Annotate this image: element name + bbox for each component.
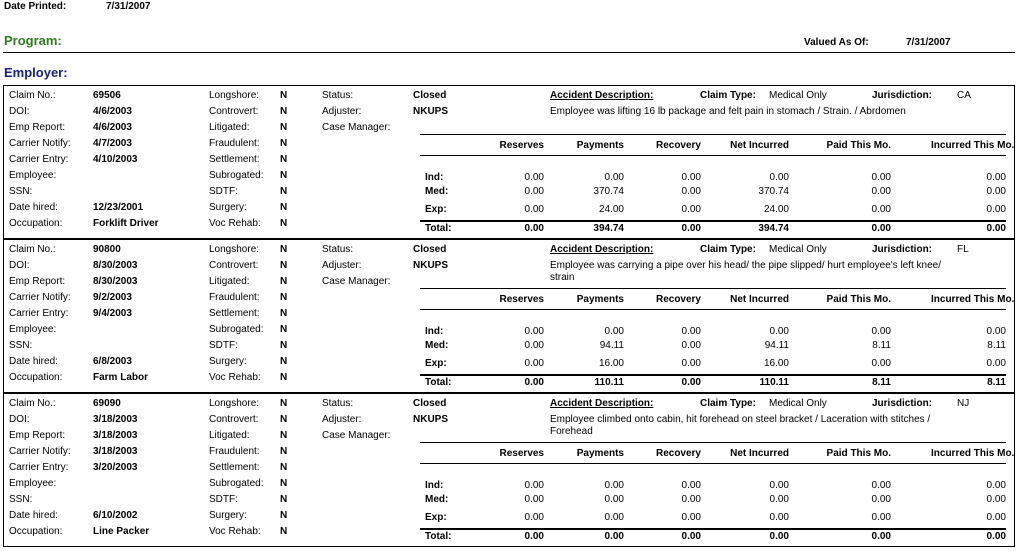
sdtf-label: SDTF: — [209, 186, 238, 197]
occupation-value: Farm Labor — [93, 372, 149, 383]
cell-exp: 0.00 — [524, 204, 544, 215]
controvert-flag: N — [280, 106, 288, 117]
claim-type-label: Claim Type: — [700, 244, 756, 255]
cell-total: 394.74 — [593, 223, 624, 234]
adjuster-label: Adjuster: — [322, 106, 362, 117]
cell-ind: 0.00 — [524, 480, 544, 491]
cell-ind: 0.00 — [524, 172, 544, 183]
cell-exp: 16.00 — [598, 358, 624, 369]
column-header: Reserves — [499, 294, 544, 305]
row-label-med: Med: — [425, 186, 449, 197]
cell-total: 8.11 — [987, 377, 1006, 388]
column-header: Incurred This Mo. — [931, 140, 1015, 151]
voc-rehab-flag: N — [280, 218, 288, 229]
cell-exp: 0.00 — [871, 204, 891, 215]
adjuster-label: Adjuster: — [322, 260, 362, 271]
table-top-rule — [420, 134, 1006, 135]
surgery-label: Surgery: — [209, 510, 247, 521]
accident-description-label: Accident Description: — [550, 90, 654, 101]
cell-exp: 0.00 — [524, 512, 544, 523]
sdtf-flag: N — [280, 340, 288, 351]
cell-med: 8.11 — [872, 340, 891, 351]
surgery-label: Surgery: — [209, 356, 247, 367]
case-manager-label: Case Manager: — [322, 430, 391, 441]
cell-exp: 0.00 — [769, 512, 789, 523]
column-header: Paid This Mo. — [826, 448, 891, 459]
accident-description-text: Employee was carrying a pipe over his head/ the pipe slipped/ hurt employee's left knee/ — [550, 260, 942, 271]
accident-description-label: Accident Description: — [550, 398, 654, 409]
column-header: Net Incurred — [730, 140, 789, 151]
cell-exp: 0.00 — [871, 512, 891, 523]
carrier-entry-value: 3/20/2003 — [93, 462, 138, 473]
cell-med: 94.11 — [599, 340, 624, 351]
emp-report-label: Emp Report: — [9, 122, 66, 133]
cell-ind: 0.00 — [986, 326, 1006, 337]
claim-type-value: Medical Only — [769, 244, 827, 255]
emp-report-value: 8/30/2003 — [93, 276, 138, 287]
cell-ind: 0.00 — [871, 172, 891, 183]
row-label-exp: Exp: — [425, 204, 447, 215]
emp-report-value: 4/6/2003 — [93, 122, 132, 133]
column-header: Payments — [576, 294, 624, 305]
doi-label: DOI: — [9, 106, 30, 117]
cell-med: 8.11 — [987, 340, 1006, 351]
column-header: Paid This Mo. — [826, 294, 891, 305]
longshore-flag: N — [280, 90, 288, 101]
claim-no-label: Claim No.: — [9, 90, 56, 101]
claim-type-value: Medical Only — [769, 90, 827, 101]
doi-value: 3/18/2003 — [93, 414, 138, 425]
status-label: Status: — [322, 90, 354, 101]
column-header: Net Incurred — [730, 294, 789, 305]
column-header: Reserves — [499, 140, 544, 151]
cell-total: 0.00 — [524, 223, 544, 234]
controvert-label: Controvert: — [209, 260, 259, 271]
cell-exp: 24.00 — [598, 204, 624, 215]
date-printed-label: Date Printed: — [4, 1, 67, 12]
carrier-notify-value: 9/2/2003 — [93, 292, 132, 303]
claim-no-label: Claim No.: — [9, 244, 56, 255]
fraudulent-flag: N — [280, 292, 288, 303]
cell-total: 8.11 — [872, 377, 891, 388]
fraudulent-label: Fraudulent: — [209, 446, 260, 457]
table-top-rule — [420, 288, 1006, 289]
column-header: Recovery — [655, 448, 701, 459]
claim-block — [3, 393, 1015, 547]
surgery-flag: N — [280, 510, 288, 521]
cell-ind: 0.00 — [681, 480, 701, 491]
adjuster-label: Adjuster: — [322, 414, 362, 425]
litigated-label: Litigated: — [209, 430, 250, 441]
subrogated-flag: N — [280, 478, 288, 489]
subrogated-flag: N — [280, 324, 288, 335]
subrogated-flag: N — [280, 170, 288, 181]
adjuster-value: NKUPS — [413, 106, 449, 117]
carrier-notify-label: Carrier Notify: — [9, 138, 71, 149]
row-label-ind: Ind: — [425, 326, 444, 337]
status-value: Closed — [413, 398, 447, 409]
cell-ind: 0.00 — [604, 172, 624, 183]
total-rule — [420, 374, 1006, 376]
column-header: Reserves — [499, 448, 544, 459]
status-value: Closed — [413, 244, 447, 255]
cell-exp: 16.00 — [763, 358, 789, 369]
column-header: Incurred This Mo. — [931, 294, 1015, 305]
cell-ind: 0.00 — [986, 172, 1006, 183]
ssn-label: SSN: — [9, 494, 33, 505]
fraudulent-label: Fraudulent: — [209, 138, 260, 149]
employee-label: Employee: — [9, 324, 57, 335]
valued-as-of-label: Valued As Of: — [804, 37, 869, 48]
settlement-label: Settlement: — [209, 154, 260, 165]
subrogated-label: Subrogated: — [209, 170, 264, 181]
longshore-label: Longshore: — [209, 244, 260, 255]
employee-label: Employee: — [9, 478, 57, 489]
doi-value: 8/30/2003 — [93, 260, 138, 271]
cell-med: 0.00 — [769, 494, 789, 505]
cell-med: 0.00 — [681, 186, 701, 197]
table-header-rule — [420, 463, 1006, 464]
fraudulent-flag: N — [280, 138, 288, 149]
jurisdiction-label: Jurisdiction: — [872, 90, 933, 101]
sdtf-label: SDTF: — [209, 494, 238, 505]
doi-label: DOI: — [9, 260, 30, 271]
jurisdiction-label: Jurisdiction: — [872, 244, 933, 255]
voc-rehab-flag: N — [280, 372, 288, 383]
cell-med: 0.00 — [681, 340, 701, 351]
employee-label: Employee: — [9, 170, 57, 181]
cell-ind: 0.00 — [681, 172, 701, 183]
status-label: Status: — [322, 398, 354, 409]
cell-med: 0.00 — [986, 186, 1006, 197]
claim-no-value: 69090 — [93, 398, 121, 409]
status-value: Closed — [413, 90, 447, 101]
program-label: Program: — [4, 33, 62, 48]
date-hired-value: 6/8/2003 — [93, 356, 132, 367]
carrier-entry-value: 9/4/2003 — [93, 308, 132, 319]
emp-report-label: Emp Report: — [9, 430, 66, 441]
cell-total: 0.00 — [986, 531, 1006, 542]
cell-med: 0.00 — [604, 494, 624, 505]
column-header: Recovery — [655, 140, 701, 151]
cell-total: 0.00 — [681, 531, 701, 542]
voc-rehab-flag: N — [280, 526, 288, 537]
longshore-label: Longshore: — [209, 90, 260, 101]
voc-rehab-label: Voc Rehab: — [209, 218, 261, 229]
table-header-rule — [420, 309, 1006, 310]
cell-exp: 0.00 — [681, 358, 701, 369]
cell-total: 0.00 — [681, 377, 701, 388]
cell-ind: 0.00 — [524, 326, 544, 337]
surgery-flag: N — [280, 202, 288, 213]
cell-exp: 0.00 — [986, 512, 1006, 523]
row-label-ind: Ind: — [425, 172, 444, 183]
subrogated-label: Subrogated: — [209, 478, 264, 489]
litigated-flag: N — [280, 430, 288, 441]
header-divider — [3, 52, 1015, 53]
carrier-entry-label: Carrier Entry: — [9, 308, 69, 319]
settlement-flag: N — [280, 154, 288, 165]
row-label-med: Med: — [425, 494, 449, 505]
cell-exp: 0.00 — [871, 358, 891, 369]
occupation-label: Occupation: — [9, 218, 63, 229]
date-hired-value: 12/23/2001 — [93, 202, 144, 213]
accident-description-text: Employee was lifting 16 lb package and felt pain in stomach / Strain. / Abrdomen — [550, 106, 906, 117]
cell-total: 0.00 — [986, 223, 1006, 234]
carrier-notify-value: 4/7/2003 — [93, 138, 132, 149]
row-label-total: Total: — [425, 377, 452, 388]
emp-report-label: Emp Report: — [9, 276, 66, 287]
longshore-flag: N — [280, 244, 288, 255]
cell-ind: 0.00 — [681, 326, 701, 337]
cell-total: 110.11 — [594, 377, 624, 388]
row-label-total: Total: — [425, 531, 452, 542]
cell-ind: 0.00 — [871, 326, 891, 337]
cell-med: 94.11 — [764, 340, 789, 351]
cell-ind: 0.00 — [604, 326, 624, 337]
cell-ind: 0.00 — [871, 480, 891, 491]
claim-no-value: 90800 — [93, 244, 121, 255]
doi-value: 4/6/2003 — [93, 106, 132, 117]
cell-exp: 0.00 — [604, 512, 624, 523]
carrier-entry-value: 4/10/2003 — [93, 154, 138, 165]
row-label-med: Med: — [425, 340, 449, 351]
cell-med: 370.74 — [758, 186, 789, 197]
column-header: Payments — [576, 140, 624, 151]
cell-total: 0.00 — [681, 223, 701, 234]
settlement-flag: N — [280, 462, 288, 473]
cell-med: 0.00 — [524, 186, 544, 197]
cell-exp: 24.00 — [763, 204, 789, 215]
cell-exp: 0.00 — [681, 512, 701, 523]
row-label-ind: Ind: — [425, 480, 444, 491]
claim-block — [3, 85, 1015, 239]
cell-ind: 0.00 — [769, 172, 789, 183]
case-manager-label: Case Manager: — [322, 276, 391, 287]
adjuster-value: NKUPS — [413, 414, 449, 425]
cell-ind: 0.00 — [986, 480, 1006, 491]
voc-rehab-label: Voc Rehab: — [209, 526, 261, 537]
cell-exp: 0.00 — [986, 358, 1006, 369]
date-hired-value: 6/10/2002 — [93, 510, 138, 521]
cell-med: 0.00 — [986, 494, 1006, 505]
date-hired-label: Date hired: — [9, 202, 58, 213]
carrier-notify-value: 3/18/2003 — [93, 446, 138, 457]
cell-med: 0.00 — [871, 494, 891, 505]
longshore-label: Longshore: — [209, 398, 260, 409]
claim-no-value: 69506 — [93, 90, 121, 101]
cell-med: 0.00 — [871, 186, 891, 197]
cell-total: 0.00 — [769, 531, 789, 542]
column-header: Paid This Mo. — [826, 140, 891, 151]
longshore-flag: N — [280, 398, 288, 409]
jurisdiction-value: CA — [957, 90, 971, 101]
ssn-label: SSN: — [9, 186, 33, 197]
claim-type-label: Claim Type: — [700, 398, 756, 409]
row-label-exp: Exp: — [425, 358, 447, 369]
carrier-entry-label: Carrier Entry: — [9, 154, 69, 165]
controvert-label: Controvert: — [209, 106, 259, 117]
table-header-rule — [420, 155, 1006, 156]
sdtf-flag: N — [280, 186, 288, 197]
emp-report-value: 3/18/2003 — [93, 430, 138, 441]
claim-block — [3, 239, 1015, 393]
column-header: Payments — [576, 448, 624, 459]
cell-total: 0.00 — [524, 377, 544, 388]
controvert-label: Controvert: — [209, 414, 259, 425]
case-manager-label: Case Manager: — [322, 122, 391, 133]
cell-med: 370.74 — [593, 186, 624, 197]
cell-total: 0.00 — [604, 531, 624, 542]
subrogated-label: Subrogated: — [209, 324, 264, 335]
adjuster-value: NKUPS — [413, 260, 449, 271]
cell-exp: 0.00 — [986, 204, 1006, 215]
cell-ind: 0.00 — [604, 480, 624, 491]
fraudulent-label: Fraudulent: — [209, 292, 260, 303]
accident-description-text: Forehead — [550, 426, 593, 437]
surgery-label: Surgery: — [209, 202, 247, 213]
column-header: Incurred This Mo. — [931, 448, 1015, 459]
litigated-label: Litigated: — [209, 122, 250, 133]
jurisdiction-value: FL — [957, 244, 969, 255]
carrier-notify-label: Carrier Notify: — [9, 292, 71, 303]
cell-med: 0.00 — [524, 340, 544, 351]
column-header: Net Incurred — [730, 448, 789, 459]
date-hired-label: Date hired: — [9, 356, 58, 367]
settlement-flag: N — [280, 308, 288, 319]
occupation-value: Forklift Driver — [93, 218, 159, 229]
cell-exp: 0.00 — [681, 204, 701, 215]
controvert-flag: N — [280, 260, 288, 271]
cell-ind: 0.00 — [769, 326, 789, 337]
status-label: Status: — [322, 244, 354, 255]
fraudulent-flag: N — [280, 446, 288, 457]
total-rule — [420, 220, 1006, 222]
cell-med: 0.00 — [524, 494, 544, 505]
carrier-entry-label: Carrier Entry: — [9, 462, 69, 473]
litigated-label: Litigated: — [209, 276, 250, 287]
accident-description-label: Accident Description: — [550, 244, 654, 255]
controvert-flag: N — [280, 414, 288, 425]
sdtf-flag: N — [280, 494, 288, 505]
claim-no-label: Claim No.: — [9, 398, 56, 409]
occupation-label: Occupation: — [9, 372, 63, 383]
sdtf-label: SDTF: — [209, 340, 238, 351]
jurisdiction-value: NJ — [957, 398, 970, 409]
claim-type-label: Claim Type: — [700, 90, 756, 101]
cell-total: 0.00 — [871, 223, 891, 234]
claim-type-value: Medical Only — [769, 398, 827, 409]
occupation-value: Line Packer — [93, 526, 150, 537]
accident-description-text: Employee climbed onto cabin, hit forehead on steel bracket / Laceration with stitches / — [550, 414, 931, 425]
cell-exp: 0.00 — [524, 358, 544, 369]
settlement-label: Settlement: — [209, 462, 260, 473]
doi-label: DOI: — [9, 414, 30, 425]
cell-ind: 0.00 — [769, 480, 789, 491]
cell-total: 110.11 — [759, 377, 789, 388]
cell-total: 0.00 — [871, 531, 891, 542]
occupation-label: Occupation: — [9, 526, 63, 537]
accident-description-text: strain — [550, 272, 575, 283]
litigated-flag: N — [280, 122, 288, 133]
cell-total: 0.00 — [524, 531, 544, 542]
settlement-label: Settlement: — [209, 308, 260, 319]
surgery-flag: N — [280, 356, 288, 367]
total-rule — [420, 528, 1006, 530]
carrier-notify-label: Carrier Notify: — [9, 446, 71, 457]
employer-label: Employer: — [4, 65, 68, 80]
cell-med: 0.00 — [681, 494, 701, 505]
litigated-flag: N — [280, 276, 288, 287]
column-header: Recovery — [655, 294, 701, 305]
valued-as-of-value: 7/31/2007 — [906, 37, 951, 48]
date-hired-label: Date hired: — [9, 510, 58, 521]
cell-total: 394.74 — [758, 223, 789, 234]
voc-rehab-label: Voc Rehab: — [209, 372, 261, 383]
ssn-label: SSN: — [9, 340, 33, 351]
date-printed-value: 7/31/2007 — [106, 1, 151, 12]
row-label-total: Total: — [425, 223, 452, 234]
jurisdiction-label: Jurisdiction: — [872, 398, 933, 409]
table-top-rule — [420, 442, 1006, 443]
row-label-exp: Exp: — [425, 512, 447, 523]
